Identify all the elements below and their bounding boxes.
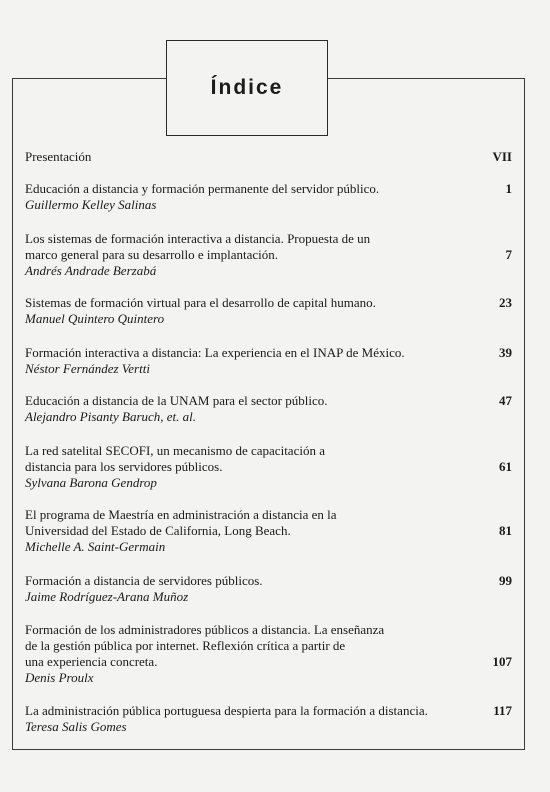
entry-title-line: de la gestión pública por internet. Reflexión crítica a partir de [25, 638, 346, 653]
page-number: 23 [499, 295, 512, 310]
page-number: 99 [499, 573, 512, 588]
page-number: 7 [505, 247, 512, 262]
page-number: 61 [499, 459, 512, 474]
page-number: 117 [493, 703, 512, 718]
entry-title-line: Educación a distancia y formación permanente del servidor público. [25, 181, 380, 196]
page-title: Índice [210, 76, 284, 99]
entry-title-line: La red satelital SECOFI, un mecanismo de capacitación a [25, 443, 325, 458]
toc-entry [25, 149, 520, 165]
page-number: 81 [499, 523, 512, 538]
toc-entry [25, 181, 520, 213]
toc-entry [25, 622, 520, 686]
toc-entry [25, 703, 520, 735]
page-number: 107 [492, 654, 512, 669]
entry-title-line: una experiencia concreta. [25, 654, 158, 669]
entry-title-line: Formación interactiva a distancia: La experiencia en el INAP de México. [25, 345, 405, 360]
entry-title-line: Presentación [25, 149, 92, 164]
toc-entry [25, 393, 520, 425]
entry-title-line: marco general para su desarrollo e implantación. [25, 247, 279, 262]
entry-author: Sylvana Barona Gendrop [25, 475, 157, 490]
entry-title-line: distancia para los servidores públicos. [25, 459, 223, 474]
entry-title-line: Formación a distancia de servidores públicos. [25, 573, 263, 588]
entry-title-line: Los sistemas de formación interactiva a distancia. Propuesta de un [25, 231, 371, 246]
entry-author: Guillermo Kelley Salinas [25, 197, 157, 212]
entry-author: Michelle A. Saint-Germain [25, 539, 166, 554]
toc-entry [25, 295, 520, 327]
entry-author: Alejandro Pisanty Baruch, et. al. [25, 409, 197, 424]
toc-entry [25, 573, 520, 605]
page-number: 39 [499, 345, 512, 360]
page-number: VII [492, 149, 512, 164]
entry-title-line: Formación de los administradores públicos a distancia. La enseñanza [25, 622, 385, 637]
entry-author: Andrés Andrade Berzabá [25, 263, 157, 278]
entry-author: Manuel Quintero Quintero [25, 311, 165, 326]
toc-entry [25, 345, 520, 377]
entry-title-line: Educación a distancia de la UNAM para el sector público. [25, 393, 328, 408]
entry-title-line: El programa de Maestría en administración a distancia en la [25, 507, 337, 522]
toc-entry [25, 507, 520, 555]
entry-title-line: Sistemas de formación virtual para el desarrollo de capital humano. [25, 295, 376, 310]
entry-title-line: Universidad del Estado de California, Long Beach. [25, 523, 291, 538]
entry-author: Teresa Salis Gomes [25, 719, 127, 734]
entry-author: Jaime Rodríguez-Arana Muñoz [25, 589, 189, 604]
page-number: 47 [499, 393, 512, 408]
entry-title-line: La administración pública portuguesa despierta para la formación a distancia. [25, 703, 428, 718]
toc-entry [25, 231, 520, 279]
page-number: 1 [505, 181, 512, 196]
entry-author: Néstor Fernández Vertti [25, 361, 150, 376]
entry-author: Denis Proulx [25, 670, 94, 685]
toc-entry [25, 443, 520, 491]
title-box [166, 40, 328, 136]
